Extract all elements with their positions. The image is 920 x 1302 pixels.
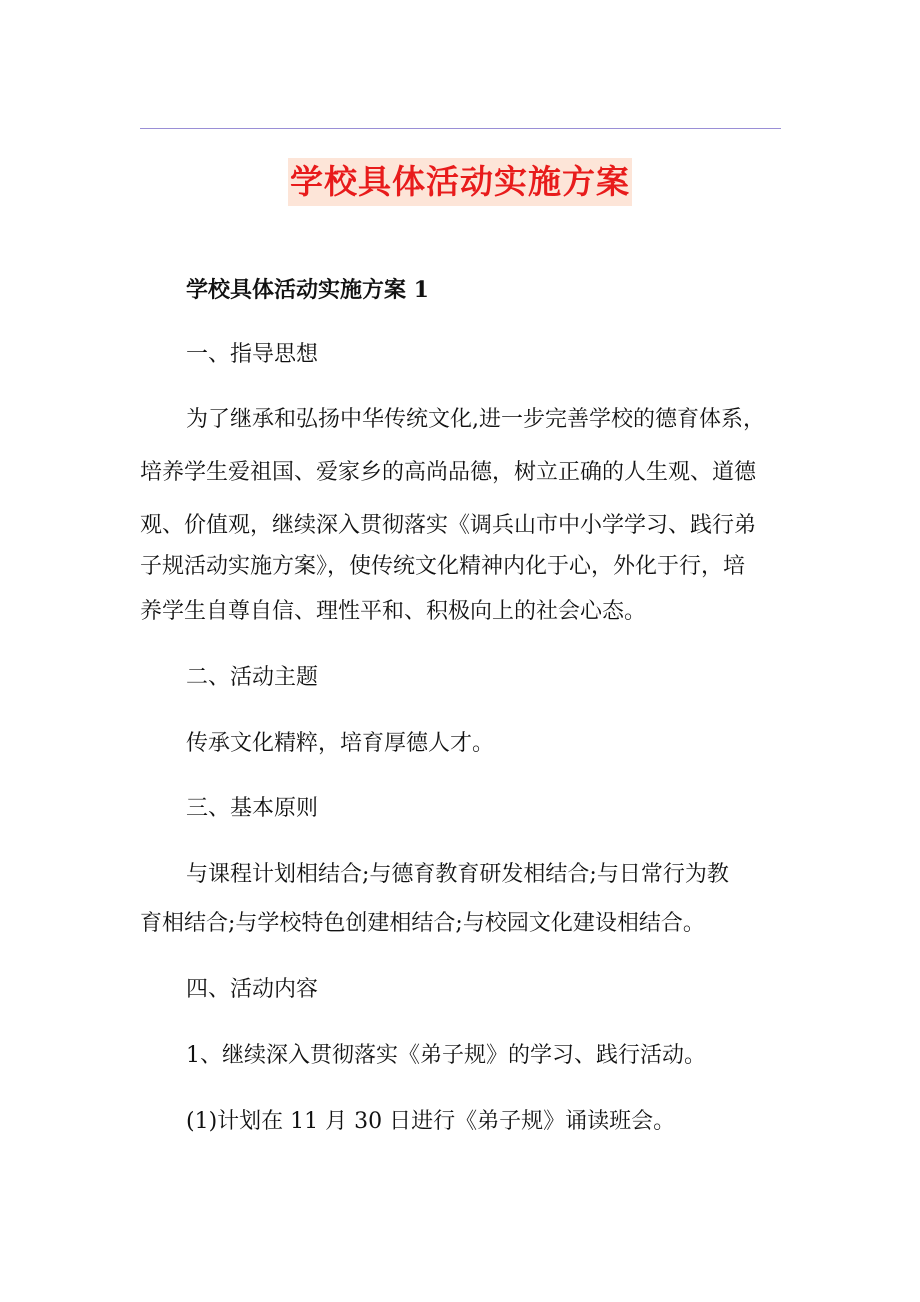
- part4-heading: 四、活动内容: [186, 977, 319, 1002]
- section-heading: 学校具体活动实施方案 1: [186, 277, 429, 303]
- paragraph-line: 育相结合;与学校特色创建相结合;与校园文化建设相结合。: [140, 911, 705, 936]
- part2-text: 传承文化精粹，培育厚德人才。: [186, 731, 495, 756]
- document-title: 学校具体活动实施方案: [288, 158, 632, 206]
- list-item: 1、继续深入贯彻落实《弟子规》的学习、践行活动。: [186, 1043, 706, 1068]
- part3-heading: 三、基本原则: [186, 796, 319, 821]
- part2-heading: 二、活动主题: [186, 665, 319, 690]
- paragraph-line: 养学生自尊自信、理性平和、积极向上的社会心态。: [140, 599, 647, 624]
- paragraph-line: 与课程计划相结合;与德育教育研发相结合;与日常行为教: [186, 862, 729, 887]
- paragraph-line: 培养学生爱祖国、爱家乡的高尚品德，树立正确的人生观、道德: [140, 460, 757, 485]
- header-rule: [140, 128, 781, 129]
- paragraph-line: 为了继承和弘扬中华传统文化,进一步完善学校的德育体系，: [186, 407, 765, 432]
- list-subitem: (1)计划在 11 月 30 日进行《弟子规》诵读班会。: [186, 1109, 676, 1134]
- part1-heading: 一、指导思想: [186, 342, 319, 367]
- paragraph-line: 子规活动实施方案》，使传统文化精神内化于心，外化于行，培: [140, 554, 746, 579]
- title-container: [0, 158, 920, 206]
- paragraph-line: 观、价值观，继续深入贯彻落实《调兵山市中小学学习、践行弟: [140, 513, 757, 538]
